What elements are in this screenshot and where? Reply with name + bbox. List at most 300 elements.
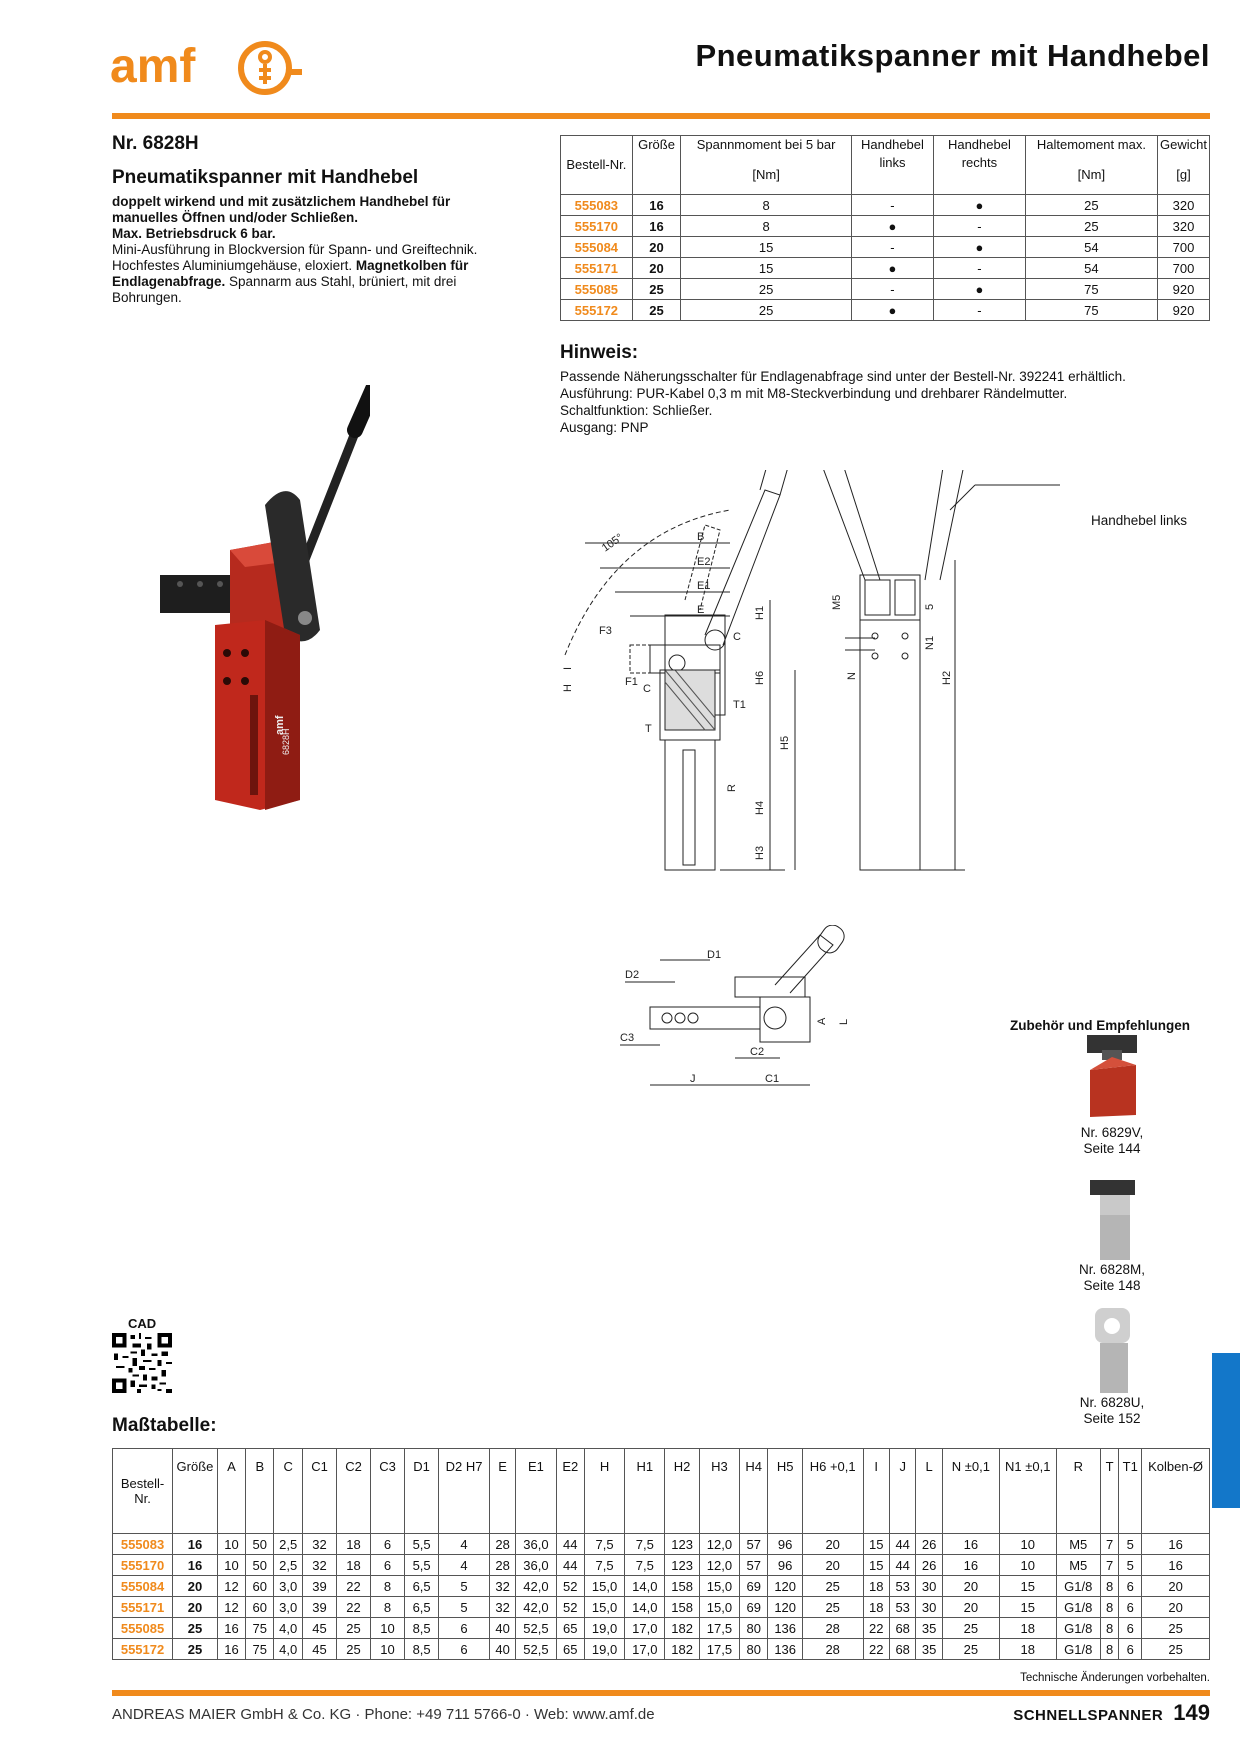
mass-cell: 36,0 — [516, 1534, 556, 1555]
dim-C-left: C — [643, 683, 651, 695]
order-spann: 15 — [681, 237, 852, 258]
mass-cell: 53 — [889, 1576, 915, 1597]
mass-cell: 32 — [303, 1534, 337, 1555]
order-halte: 54 — [1025, 258, 1157, 279]
mass-cell: 18 — [337, 1534, 371, 1555]
cad-label: CAD — [128, 1316, 157, 1331]
mass-cell: 8 — [371, 1597, 405, 1618]
accessory-6828m-line1: Nr. 6828M, — [1078, 1262, 1146, 1277]
mass-cell: 25 — [173, 1618, 218, 1639]
dim-B: B — [697, 531, 705, 543]
mass-cell: M5 — [1056, 1555, 1100, 1576]
mass-cell: 75 — [246, 1639, 274, 1660]
mass-cell: 35 — [916, 1639, 942, 1660]
mass-col-header: D2 H7 — [439, 1449, 490, 1534]
mass-cell: 15,0 — [584, 1597, 624, 1618]
mass-cell: 25 — [1142, 1618, 1210, 1639]
mass-cell: 12,0 — [699, 1555, 739, 1576]
accessory-6828m-image[interactable] — [1090, 1175, 1140, 1260]
col-halte — [1025, 136, 1157, 195]
mass-cell: 15,0 — [699, 1597, 739, 1618]
mass-cell: 10 — [999, 1534, 1056, 1555]
dim-C3: C3 — [620, 1032, 635, 1044]
mass-cell: 7,5 — [625, 1555, 665, 1576]
mass-cell: 6 — [371, 1534, 405, 1555]
mass-col-header: Kolben-Ø — [1142, 1449, 1210, 1534]
dim-H5: H5 — [779, 735, 791, 750]
mass-cell: 18 — [999, 1618, 1056, 1639]
accessory-6829v-line2: Seite 144 — [1083, 1141, 1141, 1156]
section-tab-marker — [1212, 1353, 1240, 1508]
dim-F3: F3 — [599, 625, 612, 637]
mass-cell: 120 — [768, 1597, 802, 1618]
order-groesse: 20 — [632, 258, 681, 279]
order-row — [561, 237, 1210, 258]
mass-col-header: L — [916, 1449, 942, 1534]
mass-cell: 123 — [665, 1534, 699, 1555]
mass-cell: 15,0 — [584, 1576, 624, 1597]
accessory-6829v-image[interactable] — [1082, 1035, 1144, 1120]
mass-col-header: Größe — [173, 1449, 218, 1534]
col-spann-unit: [Nm] — [752, 167, 780, 182]
order-nr-link[interactable]: 555170 — [561, 216, 633, 237]
mass-col-header: B — [246, 1449, 274, 1534]
dim-E: E — [697, 604, 705, 616]
mass-cell: 6 — [1119, 1597, 1142, 1618]
mass-cell: 52 — [556, 1576, 584, 1597]
dim-I: I — [562, 666, 574, 670]
mass-cell: 16 — [173, 1534, 218, 1555]
mass-cell: 6,5 — [405, 1597, 439, 1618]
dim-H6: H6 — [754, 670, 766, 685]
mass-cell: 68 — [889, 1618, 915, 1639]
mass-col-header: C — [274, 1449, 303, 1534]
mass-cell: 40 — [489, 1639, 515, 1660]
col-links: Handhebel links — [851, 136, 933, 195]
order-row — [561, 195, 1210, 216]
technical-drawing-top — [615, 925, 865, 1090]
order-halte: 75 — [1025, 279, 1157, 300]
mass-cell: 69 — [740, 1576, 768, 1597]
mass-cell: 4 — [439, 1534, 490, 1555]
desc-text-2: Spannarm aus Stahl, brüniert, mit drei Bohrungen. — [112, 274, 457, 305]
mass-cell: 6 — [1119, 1618, 1142, 1639]
mass-cell: 68 — [889, 1639, 915, 1660]
hinweis-line-4: Ausgang: PNP — [560, 420, 649, 435]
mass-cell: 44 — [889, 1555, 915, 1576]
mass-cell: 5 — [1119, 1555, 1142, 1576]
mass-cell: 3,0 — [274, 1576, 303, 1597]
mass-cell: 32 — [489, 1576, 515, 1597]
mass-cell: 14,0 — [625, 1576, 665, 1597]
order-groesse: 16 — [632, 216, 681, 237]
mass-cell: 8 — [1100, 1576, 1119, 1597]
hinweis-line-3: Schaltfunktion: Schließer. — [560, 403, 713, 418]
order-row — [561, 258, 1210, 279]
header-divider — [112, 113, 1210, 119]
mass-cell: 25 — [942, 1639, 999, 1660]
mass-cell: 6 — [439, 1639, 490, 1660]
footer-divider — [112, 1690, 1210, 1696]
mass-cell: 17,0 — [625, 1639, 665, 1660]
mass-cell: 120 — [768, 1576, 802, 1597]
mass-cell: 20 — [1142, 1576, 1210, 1597]
mass-col-header: H6 +0,1 — [802, 1449, 863, 1534]
desc-bold-2: Max. Betriebsdruck 6 bar. — [112, 226, 276, 241]
photo-model-label: 6828H — [281, 728, 291, 755]
dim-H: H — [562, 684, 574, 692]
mass-col-header: C2 — [337, 1449, 371, 1534]
desc-bold-1: doppelt wirkend und mit zusätzlichem Handhebel für manuelles Öffnen und/oder Schließen. — [112, 194, 451, 225]
technical-changes-note: Technische Änderungen vorbehalten. — [1020, 1672, 1210, 1684]
dim-C1: C1 — [765, 1073, 780, 1085]
hinweis-line-2: Ausführung: PUR-Kabel 0,3 m mit M8-Steckverbindung und drehbarer Rändelmutter. — [560, 386, 1068, 401]
order-nr-link[interactable]: 555084 — [561, 237, 633, 258]
accessory-6828u-image[interactable] — [1090, 1308, 1140, 1393]
mass-cell: 26 — [916, 1534, 942, 1555]
mass-nr-link[interactable]: 555170 — [113, 1555, 173, 1576]
col-groesse: Größe — [632, 136, 681, 195]
mass-cell: 57 — [740, 1534, 768, 1555]
page-number: 149 — [1173, 1700, 1210, 1725]
logo-text: amf — [110, 40, 196, 93]
mass-cell: 10 — [371, 1618, 405, 1639]
mass-col-header: R — [1056, 1449, 1100, 1534]
mass-cell: 65 — [556, 1618, 584, 1639]
mass-cell: 22 — [863, 1639, 889, 1660]
order-links: - — [851, 195, 933, 216]
mass-cell: 10 — [999, 1555, 1056, 1576]
hinweis-line-1: Passende Näherungsschalter für Endlagenabfrage sind unter der Bestell-Nr. 392241 erhältlich. — [560, 369, 1126, 384]
page-title: Pneumatikspanner mit Handhebel — [695, 38, 1210, 73]
mass-cell: 20 — [942, 1576, 999, 1597]
col-spann-label: Spannmoment bei 5 bar — [696, 137, 836, 152]
mass-cell: 4 — [439, 1555, 490, 1576]
dim-T1: T1 — [733, 699, 746, 711]
mass-cell: 6 — [1119, 1576, 1142, 1597]
mass-cell: 96 — [768, 1555, 802, 1576]
mass-cell: 39 — [303, 1597, 337, 1618]
mass-cell: 25 — [173, 1639, 218, 1660]
handhebel-links-label: Handhebel links — [1091, 513, 1188, 528]
mass-cell: 2,5 — [274, 1555, 303, 1576]
mass-cell: 8,5 — [405, 1618, 439, 1639]
order-links: ● — [851, 258, 933, 279]
mass-cell: 4,0 — [274, 1618, 303, 1639]
mass-row — [113, 1576, 1210, 1597]
mass-cell: 28 — [489, 1555, 515, 1576]
mass-cell: G1/8 — [1056, 1576, 1100, 1597]
mass-cell: 3,0 — [274, 1597, 303, 1618]
mass-cell: 42,0 — [516, 1576, 556, 1597]
order-spann: 25 — [681, 279, 852, 300]
mass-cell: 16 — [217, 1618, 245, 1639]
mass-cell: 2,5 — [274, 1534, 303, 1555]
order-rechts: - — [934, 216, 1026, 237]
mass-col-header: N1 ±0,1 — [999, 1449, 1056, 1534]
order-groesse: 20 — [632, 237, 681, 258]
mass-cell: 36,0 — [516, 1555, 556, 1576]
mass-cell: 52 — [556, 1597, 584, 1618]
amf-logo — [110, 38, 305, 98]
dim-C-right: C — [733, 631, 741, 643]
mass-cell: 50 — [246, 1555, 274, 1576]
mass-col-header: Bestell-Nr. — [113, 1449, 173, 1534]
order-rechts: ● — [934, 237, 1026, 258]
mass-col-header: H3 — [699, 1449, 739, 1534]
order-gewicht: 700 — [1158, 258, 1210, 279]
mass-cell: 8 — [1100, 1597, 1119, 1618]
mass-cell: 5 — [439, 1597, 490, 1618]
dim-H4: H4 — [754, 800, 766, 815]
accessory-6828m[interactable] — [1057, 1262, 1167, 1294]
mass-cell: 17,5 — [699, 1639, 739, 1660]
mass-cell: 25 — [942, 1618, 999, 1639]
mass-cell: 15 — [863, 1555, 889, 1576]
order-spann: 25 — [681, 300, 852, 321]
dim-J: J — [690, 1073, 696, 1085]
mass-cell: 136 — [768, 1639, 802, 1660]
mass-cell: 25 — [1142, 1639, 1210, 1660]
mass-cell: 8 — [1100, 1618, 1119, 1639]
mass-cell: 6 — [1119, 1639, 1142, 1660]
mass-cell: 20 — [942, 1597, 999, 1618]
mass-cell: 7 — [1100, 1555, 1119, 1576]
order-halte: 25 — [1025, 216, 1157, 237]
mass-cell: G1/8 — [1056, 1639, 1100, 1660]
mass-col-header: E2 — [556, 1449, 584, 1534]
mass-cell: 45 — [303, 1618, 337, 1639]
hinweis-text — [560, 368, 1210, 436]
dim-T: T — [645, 723, 652, 735]
mass-col-header: C1 — [303, 1449, 337, 1534]
col-halte-unit: [Nm] — [1077, 167, 1106, 182]
mass-cell: 40 — [489, 1618, 515, 1639]
cad-qr-code[interactable] — [112, 1333, 172, 1393]
mass-nr-link[interactable]: 555085 — [113, 1618, 173, 1639]
mass-col-header: J — [889, 1449, 915, 1534]
mass-col-header: H — [584, 1449, 624, 1534]
mass-col-header: H4 — [740, 1449, 768, 1534]
order-nr-link[interactable]: 555085 — [561, 279, 633, 300]
mass-cell: 25 — [802, 1576, 863, 1597]
technical-drawing-side — [555, 470, 1210, 910]
mass-cell: 96 — [768, 1534, 802, 1555]
order-row — [561, 300, 1210, 321]
mass-cell: G1/8 — [1056, 1597, 1100, 1618]
order-groesse: 25 — [632, 300, 681, 321]
order-gewicht: 320 — [1158, 195, 1210, 216]
mass-cell: 53 — [889, 1597, 915, 1618]
mass-cell: 80 — [740, 1639, 768, 1660]
mass-cell: 16 — [942, 1534, 999, 1555]
product-description — [112, 194, 512, 306]
mass-cell: 57 — [740, 1555, 768, 1576]
mass-cell: 6 — [439, 1618, 490, 1639]
mass-cell: 18 — [999, 1639, 1056, 1660]
dim-C2: C2 — [750, 1046, 765, 1058]
mass-cell: 25 — [337, 1618, 371, 1639]
mass-cell: 15 — [863, 1534, 889, 1555]
order-nr-link[interactable]: 555172 — [561, 300, 633, 321]
dim-N: N — [846, 672, 858, 680]
mass-cell: 22 — [337, 1597, 371, 1618]
mass-cell: 18 — [863, 1576, 889, 1597]
order-halte: 75 — [1025, 300, 1157, 321]
dim-N1: N1 — [924, 635, 936, 650]
order-row — [561, 216, 1210, 237]
order-links: ● — [851, 216, 933, 237]
dim-5: 5 — [924, 603, 936, 610]
footer-company: ANDREAS MAIER GmbH & Co. KG · Phone: +49 711 5766-0 · Web: www.amf.de — [112, 1706, 655, 1723]
mass-cell: 8 — [371, 1576, 405, 1597]
desc-text-1: Mini-Ausführung in Blockversion für Spann- und Greiftechnik. Hochfestes Aluminiumgehäuse, eloxiert. — [112, 242, 478, 273]
mass-cell: 10 — [371, 1639, 405, 1660]
order-links: ● — [851, 300, 933, 321]
mass-cell: 16 — [942, 1555, 999, 1576]
col-gewicht-unit: [g] — [1176, 167, 1191, 182]
order-halte: 54 — [1025, 237, 1157, 258]
mass-cell: 16 — [1142, 1555, 1210, 1576]
mass-cell: 136 — [768, 1618, 802, 1639]
mass-table-heading: Maßtabelle: — [112, 1415, 217, 1436]
mass-cell: 25 — [802, 1597, 863, 1618]
mass-cell: 182 — [665, 1639, 699, 1660]
mass-cell: 32 — [489, 1597, 515, 1618]
mass-cell: 17,0 — [625, 1618, 665, 1639]
mass-cell: 75 — [246, 1618, 274, 1639]
mass-cell: 35 — [916, 1618, 942, 1639]
mass-cell: 39 — [303, 1576, 337, 1597]
mass-cell: 50 — [246, 1534, 274, 1555]
mass-cell: 158 — [665, 1597, 699, 1618]
mass-cell: 25 — [337, 1639, 371, 1660]
col-spann — [681, 136, 852, 195]
order-links: - — [851, 279, 933, 300]
product-photo — [145, 385, 370, 860]
mass-cell: 10 — [217, 1534, 245, 1555]
mass-row — [113, 1555, 1210, 1576]
mass-col-header: I — [863, 1449, 889, 1534]
hinweis-heading: Hinweis: — [560, 342, 639, 363]
order-gewicht: 920 — [1158, 279, 1210, 300]
mass-cell: 6,5 — [405, 1576, 439, 1597]
order-halte: 25 — [1025, 195, 1157, 216]
mass-cell: 44 — [889, 1534, 915, 1555]
mass-cell: 80 — [740, 1618, 768, 1639]
mass-cell: 65 — [556, 1639, 584, 1660]
angle-label: 105° — [599, 531, 626, 555]
mass-cell: 5 — [1119, 1534, 1142, 1555]
accessory-6828u-line1: Nr. 6828U, — [1079, 1395, 1145, 1410]
mass-cell: 12 — [217, 1576, 245, 1597]
mass-cell: 45 — [303, 1639, 337, 1660]
mass-nr-link[interactable]: 555171 — [113, 1597, 173, 1618]
order-nr-link[interactable]: 555083 — [561, 195, 633, 216]
accessory-6829v-line1: Nr. 6829V, — [1080, 1125, 1144, 1140]
product-heading: Pneumatikspanner mit Handhebel — [112, 167, 419, 188]
mass-cell: 7,5 — [584, 1534, 624, 1555]
order-rechts: ● — [934, 195, 1026, 216]
mass-cell: 12 — [217, 1597, 245, 1618]
mass-cell: 52,5 — [516, 1639, 556, 1660]
mass-col-header: T — [1100, 1449, 1119, 1534]
dim-H3: H3 — [754, 845, 766, 860]
mass-cell: 28 — [489, 1534, 515, 1555]
order-gewicht: 320 — [1158, 216, 1210, 237]
mass-cell: 7,5 — [625, 1534, 665, 1555]
order-row — [561, 279, 1210, 300]
mass-nr-link[interactable]: 555084 — [113, 1576, 173, 1597]
order-gewicht: 920 — [1158, 300, 1210, 321]
dim-F1: F1 — [625, 676, 638, 688]
dim-L: L — [838, 1018, 850, 1025]
mass-cell: 5 — [439, 1576, 490, 1597]
mass-table — [112, 1448, 1210, 1660]
mass-cell: 42,0 — [516, 1597, 556, 1618]
col-rechts: Handhebel rechts — [934, 136, 1026, 195]
mass-cell: 16 — [1142, 1534, 1210, 1555]
order-gewicht: 700 — [1158, 237, 1210, 258]
mass-cell: 60 — [246, 1597, 274, 1618]
order-groesse: 16 — [632, 195, 681, 216]
mass-cell: 15 — [999, 1576, 1056, 1597]
mass-cell: 22 — [863, 1618, 889, 1639]
mass-row — [113, 1597, 1210, 1618]
mass-cell: 32 — [303, 1555, 337, 1576]
photo-brand-label: amf — [274, 715, 286, 735]
accessory-6828u[interactable] — [1057, 1395, 1167, 1427]
mass-cell: 44 — [556, 1534, 584, 1555]
mass-cell: 30 — [916, 1576, 942, 1597]
order-groesse: 25 — [632, 279, 681, 300]
mass-cell: 16 — [217, 1639, 245, 1660]
mass-nr-link[interactable]: 555083 — [113, 1534, 173, 1555]
mass-cell: 20 — [1142, 1597, 1210, 1618]
mass-cell: 19,0 — [584, 1618, 624, 1639]
mass-cell: 20 — [173, 1576, 218, 1597]
order-rechts: - — [934, 258, 1026, 279]
col-halte-label: Haltemoment max. — [1036, 137, 1146, 152]
mass-row — [113, 1534, 1210, 1555]
mass-col-header: E1 — [516, 1449, 556, 1534]
accessory-6828m-line2: Seite 148 — [1083, 1278, 1141, 1293]
mass-col-header: H1 — [625, 1449, 665, 1534]
dim-R: R — [726, 784, 738, 792]
mass-cell: 123 — [665, 1555, 699, 1576]
footer-page-info — [1013, 1700, 1210, 1726]
mass-cell: 182 — [665, 1618, 699, 1639]
order-rechts: - — [934, 300, 1026, 321]
order-table — [560, 135, 1210, 321]
col-bestell: Bestell-Nr. — [561, 136, 633, 195]
order-nr-link[interactable]: 555171 — [561, 258, 633, 279]
mass-cell: 18 — [863, 1597, 889, 1618]
dim-A: A — [816, 1017, 828, 1025]
dim-H1: H1 — [754, 605, 766, 620]
accessory-6828u-line2: Seite 152 — [1083, 1411, 1141, 1426]
accessories-heading: Zubehör und Empfehlungen — [1010, 1018, 1190, 1033]
accessory-6829v[interactable] — [1057, 1125, 1167, 1157]
order-links: - — [851, 237, 933, 258]
mass-cell: 14,0 — [625, 1597, 665, 1618]
mass-cell: 20 — [802, 1534, 863, 1555]
mass-cell: G1/8 — [1056, 1618, 1100, 1639]
mass-cell: 15 — [999, 1597, 1056, 1618]
mass-cell: 7,5 — [584, 1555, 624, 1576]
mass-nr-link[interactable]: 555172 — [113, 1639, 173, 1660]
col-gewicht — [1158, 136, 1210, 195]
